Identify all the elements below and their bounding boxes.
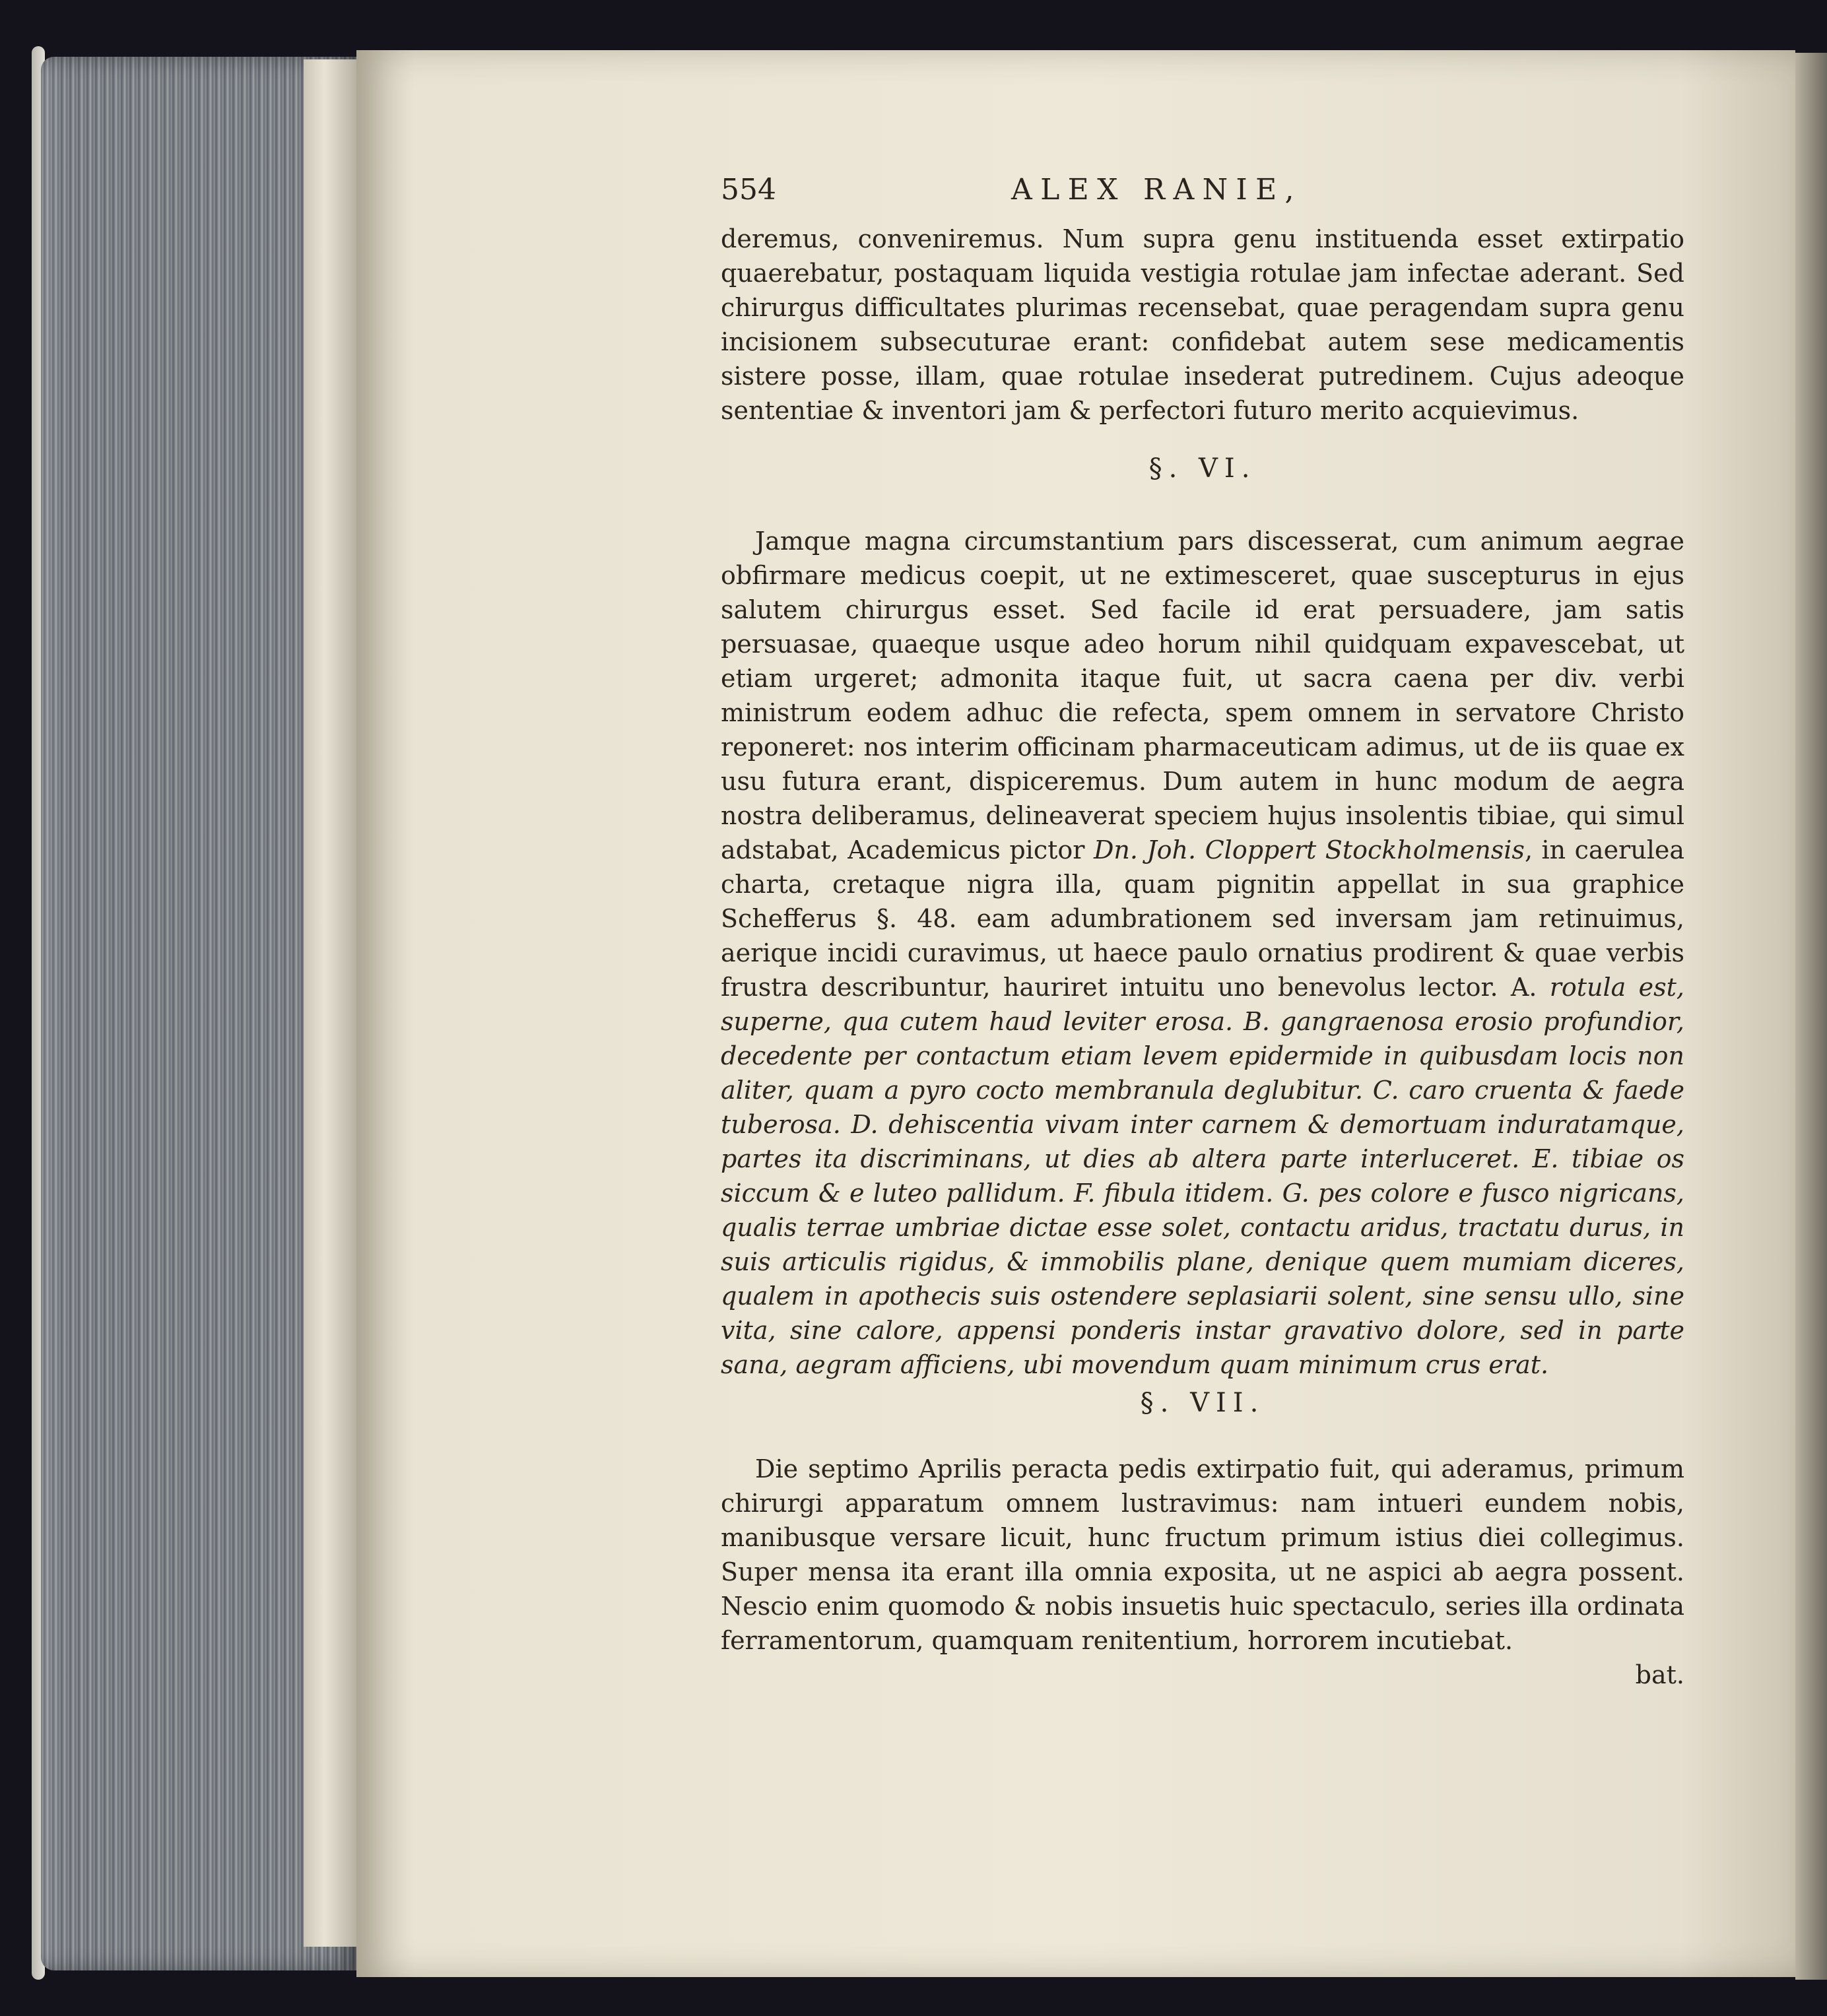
running-title: ALEX RANIE,: [1011, 173, 1302, 207]
section-heading-6: §. VI.: [1148, 453, 1257, 484]
paragraph-1: deremus, conveniremus. Num supra genu instituenda esset extirpatio quaerebatur, postaquam liquida vestigia rotulae jam infectae aderant. Sed chirurgus difficultates plurimas recensebat, quae peragendam supra genu incisionem subsecuturae erant: confidebat autem sese medicamentis sistere posse, illam, quae rotulae insederat putredinem. Cujus adeoque sententiae & inventori jam & perfectori futuro merito acquievimus.: [721, 224, 1684, 425]
section-heading-7: §. VII.: [1140, 1388, 1265, 1418]
text-block: [721, 173, 1684, 1692]
facing-page-edge: [1795, 53, 1827, 1980]
paragraph-2: [721, 524, 1684, 1382]
paragraph-3: Die septimo Aprilis peracta pedis extirpatio fuit, qui aderamus, primum chirurgi apparatum omnem lustravimus: nam intueri eundem nobis, manibusque versare licuit, hunc fructum primum istius diei collegimus. Super mensa ita erant illa omnia exposita, ut ne aspici ab aegra possent. Nescio enim quomodo & nobis insuetis huic spectaculo, series illa ordinata ferramentorum, quamquam renitentium, horrorem incutiebat.: [721, 1454, 1684, 1655]
page-gutter-fold: [304, 59, 356, 1947]
page-number: 554: [721, 173, 776, 207]
figure-legend: rotula est, superne, qua cutem haud leviter erosa. B. gangraenosa erosio profundior, decedente per contactum etiam levem epidermide in quibusdam locis non aliter, quam a pyro cocto membranula deglubitur. C. caro cruenta & faede tuberosa. D. dehiscentia vivam inter carnem & demortuam induratamque, partes ita discriminans, ut dies ab altera parte interluceret. E. tibiae os siccum & e luteo pallidum. F. fibula itidem. G. pes colore e fusco nigricans, qualis terrae umbriae dictae esse solet, contactu aridus, tractatu durus, in suis articulis rigidus, & immobilis plane, denique quem mumiam diceres, qualem in apothecis suis ostendere seplasiarii solent, sine sensu ullo, sine vita, sine calore, appensi ponderis instar gravativo dolore, sed in parte sana, aegram afficiens, ubi movendum quam minimum crus erat.: [721, 973, 1684, 1379]
catchword: bat.: [1635, 1660, 1684, 1689]
painter-name: Dn. Joh. Cloppert Stockholmensis: [1093, 835, 1525, 864]
running-head: [721, 173, 1684, 216]
paragraph-2-text-b: , in caerulea charta, cretaque nigra illa, quam pignitin appellat in sua graphice Schefferus §. 48. eam adumbrationem sed inversam jam retinuimus, aerique incidi curavimus, ut haece paulo ornatius prodirent & quae verbis frustra describuntur, hauriret intuitu uno benevolus lector. A.: [721, 835, 1684, 1002]
paragraph-2-text: Jamque magna circumstantium pars discesserat, cum animum aegrae obfirmare medicus coepit, ut ne extimesceret, quae suscepturus in ejus salutem chirurgus esset. Sed facile id erat persuadere, jam satis persuasae, quaeque usque adeo horum nihil quidquam expavescebat, ut etiam urgeret; admonita itaque fuit, ut sacra caena per div. verbi ministrum eodem adhuc die refecta, spem omnem in servatore Christo reponeret: nos interim officinam pharmaceuticam adimus, ut de iis quae ex usu futura erant, dispiceremus. Dum autem in hunc modum de aegra nostra deliberamus, delineaverat speciem hujus insolentis tibiae, qui simul adstabat, Academicus pictor: [721, 527, 1684, 864]
